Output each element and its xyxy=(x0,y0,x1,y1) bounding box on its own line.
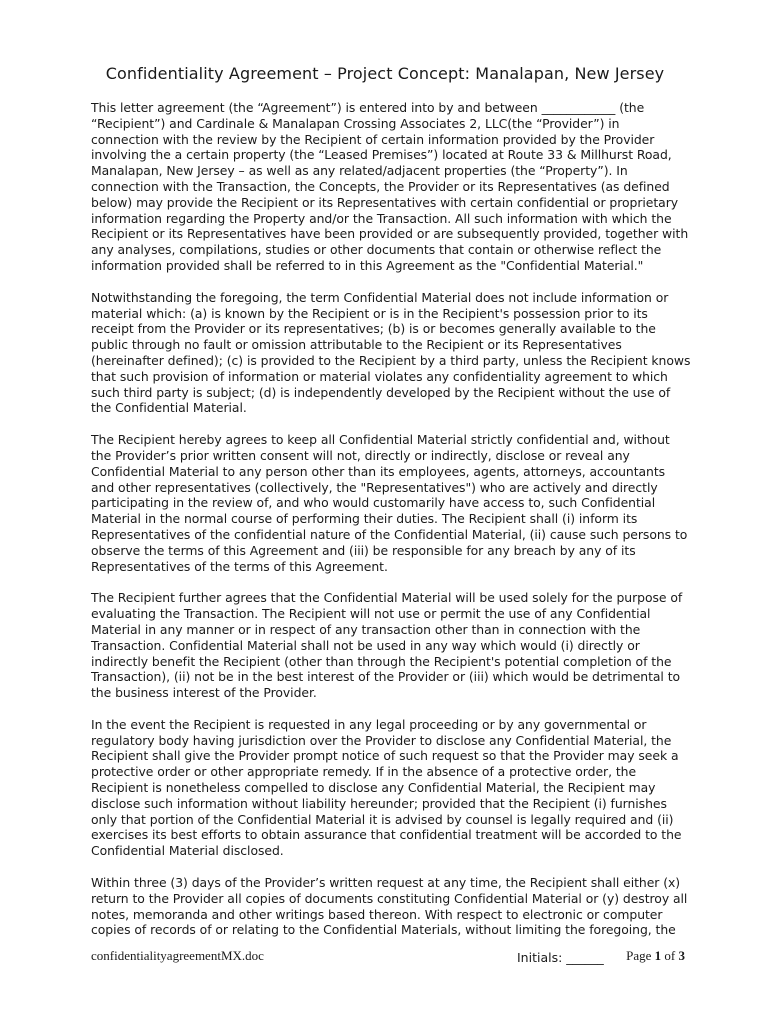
document-body xyxy=(91,100,691,954)
page-total: 3 xyxy=(678,948,685,963)
document-title: Confidentiality Agreement – Project Concept: Manalapan, New Jersey xyxy=(105,64,665,83)
page-current: 1 xyxy=(654,948,662,963)
paragraph-return-materials: Within three (3) days of the Provider’s written request at any time, the Recipient shall either (x) return to the Provider all copies of documents constituting Confidential Material or (y) destroy all notes, memoranda and other writings based thereon. With respect to electronic or computer copies of records of or relating to the Confidential Materials, without limiting the foregoing, the xyxy=(91,875,688,938)
page-prefix: Page xyxy=(626,948,652,963)
footer-page-number xyxy=(626,948,685,964)
page-of: of xyxy=(664,948,676,963)
footer-filename: confidentialityagreementMX.doc xyxy=(91,948,264,963)
paragraph-exclusions: Notwithstanding the foregoing, the term Confidential Material does not include information or material which: (a) is known by the Recipient or is in the Recipient's possession prior to its receipt from the Provider or its representatives; (b) is or becomes generally available to the public through no fault or omission attributable to the Recipient or its Representatives (hereinafter defined); (c) is provided to the Recipient by a third party, unless the Recipient knows that such provision of information or material violates any confidentiality agreement to which such third party is subject; (d) is independently developed by the Recipient without the use of the Confidential Material. xyxy=(91,289,691,416)
page-footer xyxy=(91,948,691,968)
paragraph-use-restriction: The Recipient further agrees that the Confidential Material will be used solely for the purpose of evaluating the Transaction. The Recipient will not use or permit the use of any Confidential Material in any manner or in respect of any transaction other than in connection with the Transaction. Confidential Material shall not be used in any way which would (i) directly or indirectly benefit the Recipient (other than through the Recipient's potential completion of the Transaction), (ii) not be in the best interest of the Provider or (iii) which would be detrimental to the business interest of the Provider. xyxy=(91,590,683,701)
paragraph-confidentiality: The Recipient hereby agrees to keep all Confidential Material strictly confidential and, without the Provider’s prior written consent will not, directly or indirectly, disclose or reveal any Confidential Material to any person other than its employees, agents, attorneys, accountants and other representatives (collectively, the "Representatives") who are actively and directly participating in the review of, and who would customarily have access to, such Confidential Material in the normal course of performing their duties. The Recipient shall (i) inform its Representatives of the confidential nature of the Confidential Material, (ii) cause such persons to observe the terms of this Agreement and (iii) be responsible for any breach by any of its Representatives of the terms of this Agreement. xyxy=(91,432,688,574)
paragraph-parties: This letter agreement (the “Agreement”) is entered into by and between ____________ (the “Recipient”) and Cardinale & Manalapan Crossing Associates 2, LLC(the “Provider”) in connection with the review by the Recipient of certain information provided by the Provider involving the a certain property (the “Leased Premises”) located at Route 33 & Millhurst Road, Manalapan, New Jersey – as well as any related/adjacent properties (the “Property”). In connection with the Transaction, the Concepts, the Provider or its Representatives (as defined below) may provide the Recipient or its Representatives with certain confidential or proprietary information regarding the Property and/or the Transaction. All such information with which the Recipient or its Representatives have been provided or are subsequently provided, together with any analyses, compilations, studies or other documents that contain or otherwise reflect the information provided shall be referred to in this Agreement as the "Confidential Material." xyxy=(91,100,689,273)
footer-initials: Initials: ______ xyxy=(517,950,604,965)
paragraph-legal-disclosure: In the event the Recipient is requested in any legal proceeding or by any governmental or regulatory body having jurisdiction over the Provider to disclose any Confidential Material, the Recipient shall give the Provider prompt notice of such request so that the Provider may seek a protective order or other appropriate remedy. If in the absence of a protective order, the Recipient is nonetheless compelled to disclose any Confidential Material, the Recipient may disclose such information without liability hereunder; provided that the Recipient (i) furnishes only that portion of the Confidential Material it is advised by counsel is legally required and (ii) exercises its best efforts to obtain assurance that confidential treatment will be accorded to the Confidential Material disclosed. xyxy=(91,716,682,859)
